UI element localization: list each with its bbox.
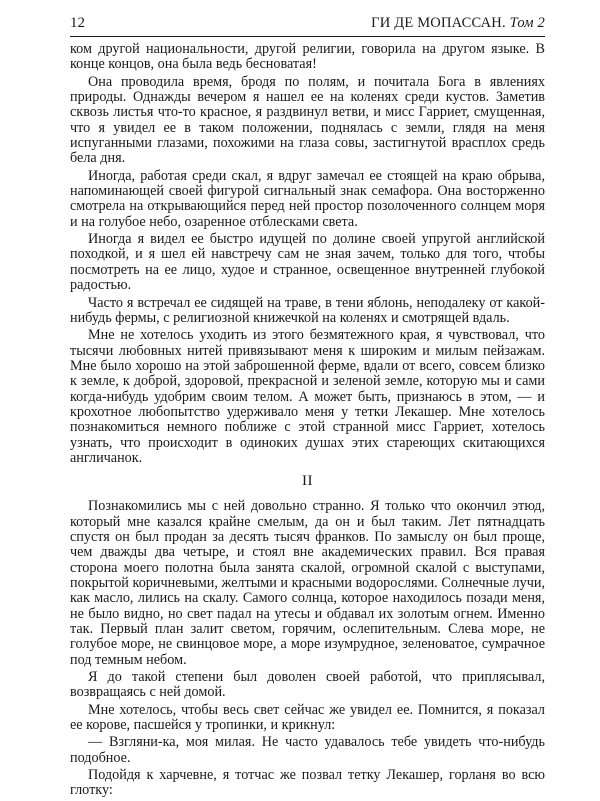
paragraph: Часто я встречал ее сидящей на траве, в тени яблонь, неподалеку от какой-нибудь фермы, с религиозной книжечкой на коленях и смотрящей вдаль. bbox=[70, 294, 545, 326]
book-page bbox=[70, 14, 545, 801]
paragraph: Иногда я видел ее быстро идущей по долине своей упругой английской походкой, и я шел ей навстречу сам не зная зачем, только для того, чтобы посмотреть на ее лицо, худое и странное, освещенное внутренней глубокой радостью. bbox=[70, 231, 545, 294]
running-header bbox=[70, 14, 545, 37]
author-name: ГИ ДЕ МОПАССАН. bbox=[371, 15, 506, 31]
paragraph: Иногда, работая среди скал, я вдруг замечал ее стоящей на краю обрыва, напоминающей своей фигурой сигнальный знак семафора. Она восторженно смотрела на открывающийся перед ней простор позолоченного солнцем моря и на голубое небо, озаренное отблесками света. bbox=[70, 167, 545, 230]
paragraph: Я до такой степени был доволен своей работой, что приплясывал, возвращаясь с ней домой. bbox=[70, 669, 545, 701]
running-title bbox=[371, 14, 545, 32]
paragraph: Мне хотелось, чтобы весь свет сейчас же увидел ее. Помнится, я показал ее корове, пасшейся у тропинки, и крикнул: bbox=[70, 701, 545, 734]
paragraph: — Взгляни-ка, моя милая. Не часто удавалось тебе увидеть что-нибудь подобное. bbox=[70, 734, 545, 766]
paragraph: Познакомились мы с ней довольно странно. Я только что окончил этюд, который мне казался крайне смелым, да он и был таким. Лет пятнадцать спустя он был продан за десять тысяч франков. По замыслу он был проще, чем дважды два четыре, и стоял вне академических правил. Вся правая сторона моего полотна была занята скалой, огромной скалой с выступами, покрытой коричневыми, желтыми и красными водорослями. Солнечные лучи, как масло, лились на скалу. Самого солнца, которое находилось позади меня, не было видно, но свет падал на утесы и обдавал их золотым огнем. Именно так. Первый план залит светом, горячим, ослепительным. Слева море, не голубое море, не свинцовое море, а море изумрудное, зеленоватое, сумрачное под темным небом. bbox=[70, 498, 545, 668]
chapter-heading: II bbox=[302, 473, 313, 490]
paragraph: ком другой национальности, другой религии, говорила на другом языке. В конце концов, она была ведь бесноватая! bbox=[70, 41, 545, 73]
paragraph: Она проводила время, бродя по полям, и почитала Бога в явлениях природы. Однажды вечером я нашел ее на коленях среди кустов. Заметив сквозь листья что-то красное, я раздвинул ветви, и мисс Гарриет, смущенная, что я увидел ее в таком положении, поднялась с земли, глядя на меня испуганными глазами, похожими на глаза совы, застигнутой врасплох средь бела дня. bbox=[70, 73, 545, 167]
paragraph: Мне не хотелось уходить из этого безмятежного края, я чувствовал, что тысячи любовных нитей привязывают меня к широким и милым пейзажам. Мне было хорошо на этой заброшенной ферме, вдали от всего, совсем близко к земле, к доброй, здоровой, прекрасной и зеленой земле, которую мы и сами когда-нибудь удобрим своим телом. А может быть, признаюсь в этом, — и крохотное любопытство удерживало меня у тетки Лекашер. Мне хотелось познакомиться немного поближе с этой странной мисс Гарриет, хотелось узнать, что происходит в одиноких душах этих стареющих скитающихся англичанок. bbox=[70, 327, 545, 466]
body-text bbox=[70, 42, 545, 799]
paragraph: Подойдя к харчевне, я тотчас же позвал тетку Лекашер, горланя во всю глотку: bbox=[70, 767, 545, 799]
page-number: 12 bbox=[70, 15, 85, 31]
volume-label: Том 2 bbox=[509, 15, 545, 31]
